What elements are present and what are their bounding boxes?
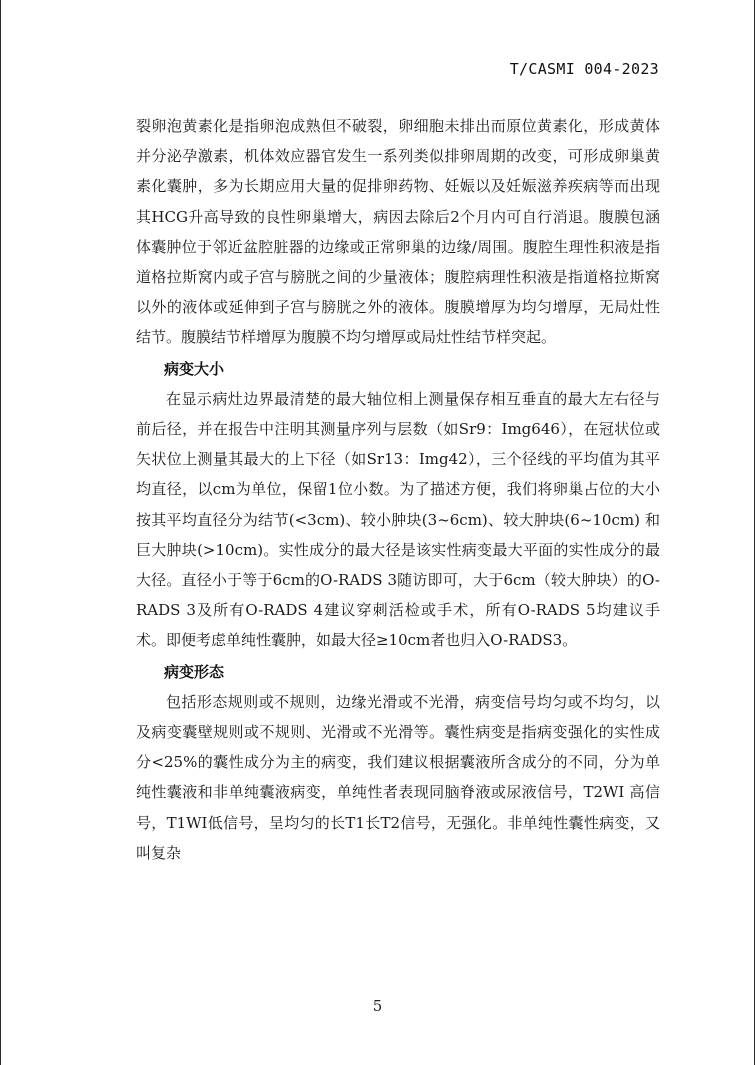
section-heading-lesion-size: 病变大小	[164, 359, 225, 378]
paragraph-lesion-size: 在显示病灶边界最清楚的最大轴位相上测量保存相互垂直的最大左右径与前后径，并在报告中注明其测量序列与层数（如Sr9：Img646），在冠状位或矢状位上测量其最大的上下径（如Sr13：Img42），三个径线的平均值为其平均直径，以cm为单位，保留1位小数。为了描述方便，我们将卵巢占位的大小按其平均直径分为结节(<3cm)、较小肿块(3~6cm)、较大肿块(6~10cm) 和巨大肿块(>10cm)。实性成分的最大径是该实性病变最大平面的实性成分的最大径。直径小于等于6cm的O-RADS 3随访即可，大于6cm（较大肿块）的O-RADS 3及所有O-RADS 4建议穿刺活检或手术，所有O-RADS 5均建议手术。即便考虑单纯性囊肿，如最大径≥10cm者也归入O-RADS3。	[136, 389, 660, 650]
section-heading-lesion-morphology: 病变形态	[164, 662, 225, 681]
page-left-border	[0, 0, 1, 1065]
document-body	[136, 111, 660, 868]
paragraph-lesion-morphology: 包括形态规则或不规则，边缘光滑或不光滑，病变信号均匀或不均匀，以及病变囊壁规则或不规则、光滑或不光滑等。囊性病变是指病变强化的实性成分<25%的囊性成分为主的病变，我们建议根据囊液所含成分的不同，分为单纯性囊液和非单纯囊液病变，单纯性者表现同脑脊液或尿液信号，T2WI 高信号，T1WI低信号，呈均匀的长T1长T2信号，无强化。非单纯性囊性病变，又叫复杂	[136, 692, 660, 862]
document-code: T/CASMI 004-2023	[509, 60, 659, 78]
paragraph-luteinization-continued: 裂卵泡黄素化是指卵泡成熟但不破裂，卵细胞未排出而原位黄素化，形成黄体并分泌孕激素，机体效应器官发生一系列类似排卵周期的改变，可形成卵巢黄素化囊肿，多为长期应用大量的促排卵药物、妊娠以及妊娠滋养疾病等而出现其HCG升高导致的良性卵巢增大，病因去除后2个月内可自行消退。腹膜包涵体囊肿位于邻近盆腔脏器的边缘或正常卵巢的边缘/周围。腹腔生理性积液是指道格拉斯窝内或子宫与膀胱之间的少量液体；腹腔病理性积液是指道格拉斯窝以外的液体或延伸到子宫与膀胱之外的液体。腹膜增厚为均匀增厚，无局灶性结节。腹膜结节样增厚为腹膜不均匀增厚或局灶性结节样突起。	[136, 117, 660, 347]
page-number: 5	[372, 997, 383, 1015]
